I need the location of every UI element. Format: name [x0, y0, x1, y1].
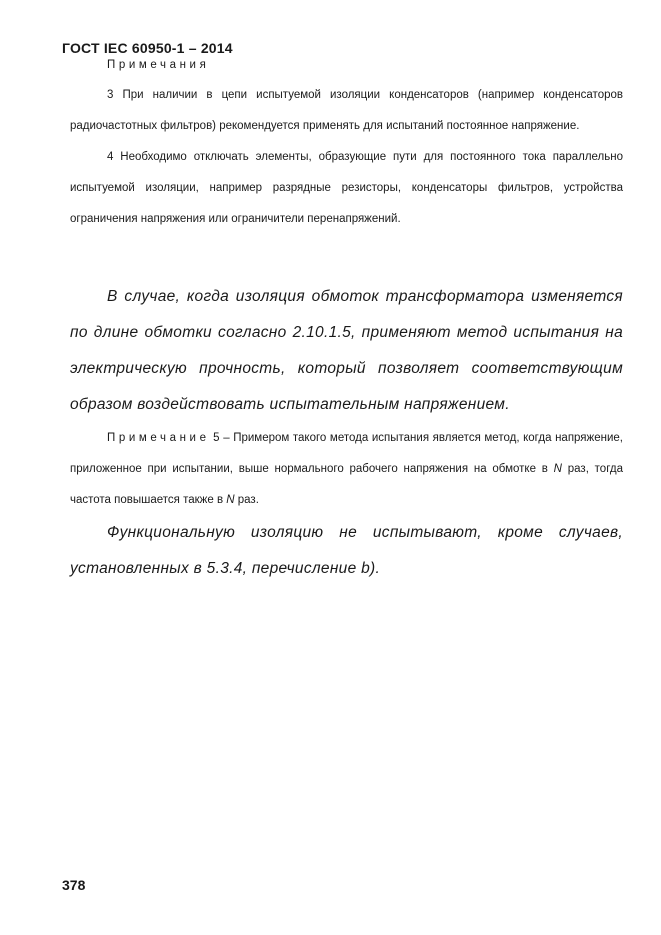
- note-5-text-3: раз.: [234, 494, 259, 506]
- note-5-text-1: 5 – Примером такого метода испытания является метод, когда напряжение, приложенное при испытании, выше нормального рабочего напряжения на обмотке в: [70, 432, 623, 475]
- paragraph-1: В случае, когда изоляция обмоток трансформатора изменяется по длине обмотки согласно 2.10.1.5, применяют метод испытания на электрическую прочность, который позволяет соответствующим образом воздействовать испытательным напряжением.: [70, 288, 623, 413]
- paragraph-functional-insulation: [70, 515, 623, 587]
- note-3: 3 При наличии в цепи испытуемой изоляции конденсаторов (например конденсаторов радиочастотных фильтров) рекомендуется применять для испытаний постоянное напряжение.: [70, 89, 623, 132]
- note-5-var-n-1: N: [553, 463, 562, 475]
- note-5-block: [70, 423, 623, 516]
- note-5-label: Примечание: [107, 432, 210, 444]
- paragraph-2: Функциональную изоляцию не испытывают, кроме случаев, установленных в 5.3.4, перечисление b).: [70, 524, 623, 577]
- note-5-text-2: раз, тогда частота повышается также в: [70, 463, 623, 506]
- paragraph-transformer-windings: [70, 279, 623, 423]
- note-5: [70, 423, 623, 516]
- note-5-var-n-2: N: [226, 494, 235, 506]
- notes-block: [70, 80, 623, 235]
- page-number: 378: [62, 877, 86, 893]
- document-header: ГОСТ IEC 60950-1 – 2014: [62, 40, 233, 56]
- notes-heading: Примечания: [107, 59, 210, 71]
- note-4: 4 Необходимо отключать элементы, образующие пути для постоянного тока параллельно испытуемой изоляции, например разрядные резисторы, конденсаторы фильтров, устройства ограничения напряжения или ограничители перенапряжений.: [70, 151, 623, 225]
